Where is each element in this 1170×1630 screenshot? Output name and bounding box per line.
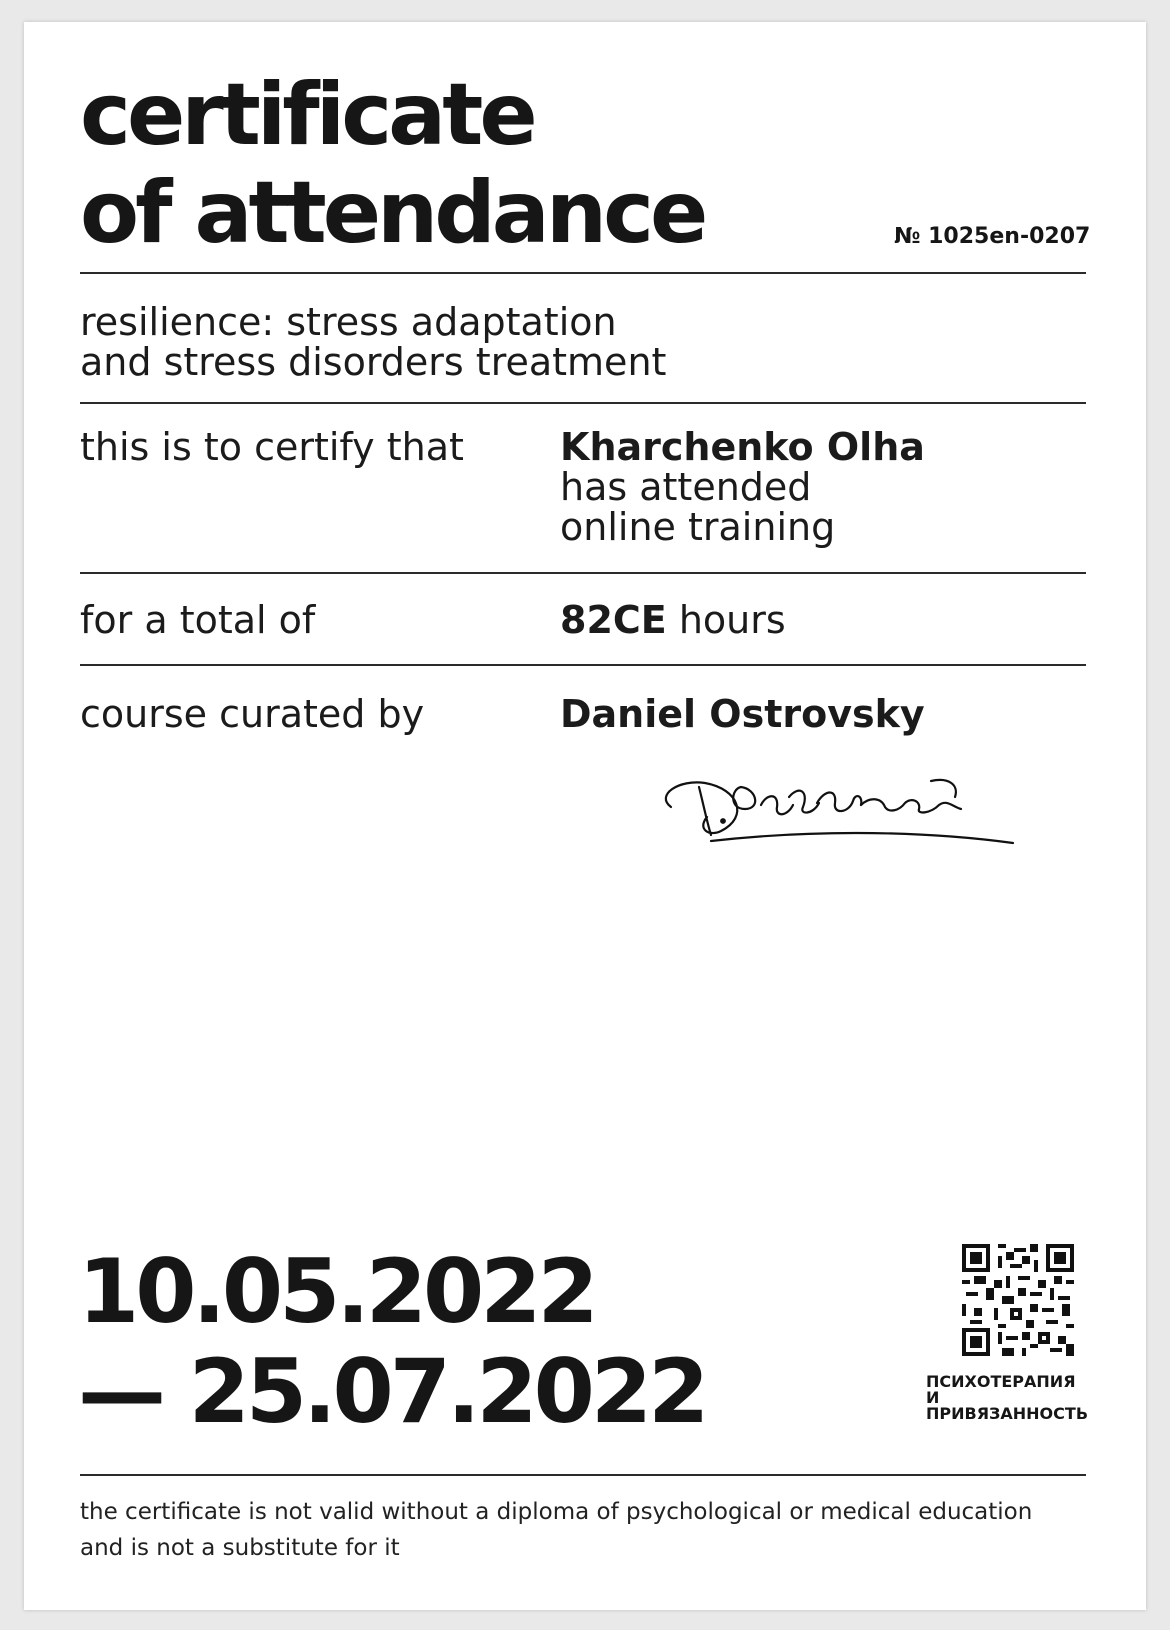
hours-value: 82CE <box>560 598 667 642</box>
divider <box>80 664 1086 666</box>
qr-code <box>962 1244 1074 1356</box>
course-title-line-2: and stress disorders treatment <box>80 340 667 384</box>
validity-notice-line-2: and is not a substitute for it <box>80 1535 400 1561</box>
recipient-name: Kharchenko Olha <box>560 425 925 469</box>
validity-notice <box>80 1494 1032 1566</box>
attendance-line-2: online training <box>560 505 836 549</box>
organization-line-3: ПРИВЯЗАННОСТЬ <box>926 1404 1089 1423</box>
certify-label: this is to certify that <box>80 425 464 469</box>
divider <box>80 272 1086 274</box>
course-dates <box>78 1242 705 1442</box>
start-date: 10.05.2022 <box>78 1240 595 1343</box>
end-date: — 25.07.2022 <box>78 1340 706 1443</box>
title-line-2: of attendance <box>80 163 705 263</box>
hours-unit: hours <box>678 598 786 642</box>
organization-line-1: ПСИХОТЕРАПИЯ <box>926 1372 1076 1391</box>
divider <box>80 402 1086 404</box>
curator-name: Daniel Ostrovsky <box>560 692 925 736</box>
divider <box>80 1474 1086 1476</box>
certificate-number: № 1025en-0207 <box>894 224 1091 249</box>
recipient-block <box>560 427 925 547</box>
course-title-line-1: resilience: stress adaptation <box>80 300 617 344</box>
attendance-line-1: has attended <box>560 465 812 509</box>
validity-notice-line-1: the certificate is not valid without a diploma of psychological or medical education <box>80 1499 1033 1525</box>
total-hours <box>560 600 786 640</box>
curator-label: course curated by <box>80 692 425 736</box>
curator-signature <box>649 757 1064 847</box>
certificate-page <box>24 22 1146 1610</box>
course-title <box>80 302 666 382</box>
total-label: for a total of <box>80 598 316 642</box>
organization-name <box>926 1374 1116 1422</box>
title-line-1: certificate <box>80 65 534 165</box>
certificate-title <box>80 66 704 262</box>
divider <box>80 572 1086 574</box>
organization-line-2: И <box>926 1388 940 1407</box>
